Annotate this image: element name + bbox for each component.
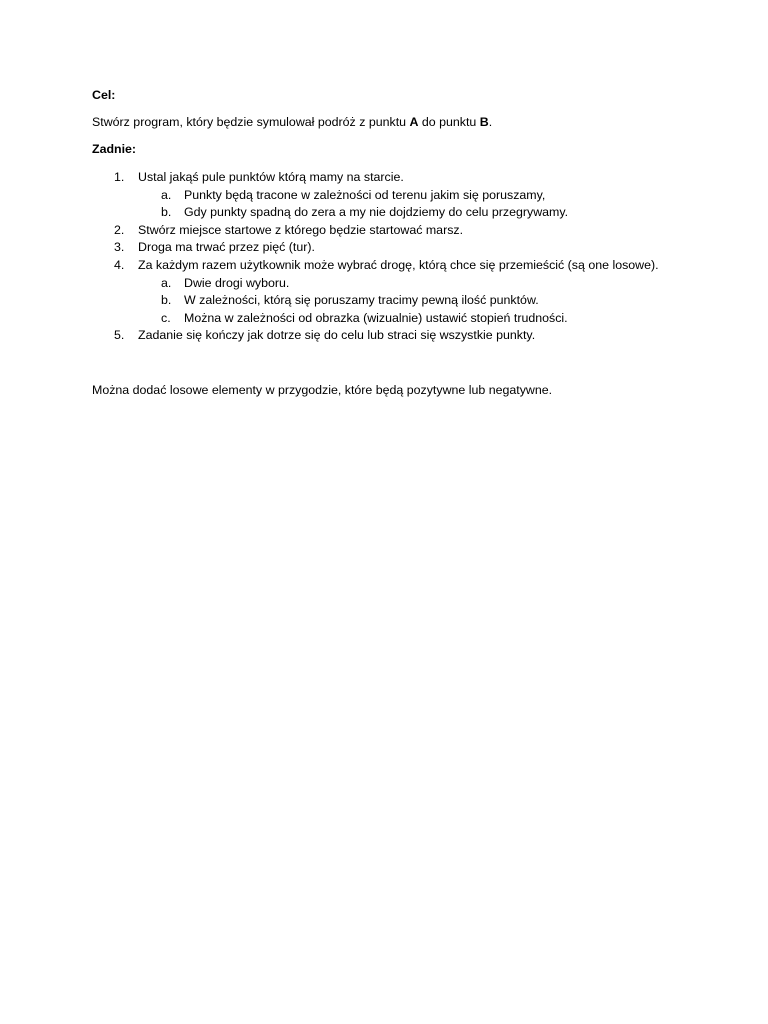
subtask-list	[138, 275, 692, 328]
subtask-item	[92, 204, 692, 222]
task-item-text: Droga ma trwać przez pięć (tur).	[138, 240, 315, 255]
document-page	[92, 87, 692, 411]
task-item-2	[92, 222, 692, 240]
subtask-text: Dwie drogi wyboru.	[184, 275, 290, 290]
subtask-text: Gdy punkty spadną do zera a my nie dojdziemy do celu przegrywamy.	[184, 205, 569, 220]
task-item-1	[92, 169, 692, 222]
goal-text-mid: do punktu	[418, 115, 480, 129]
subtask-text: W zależności, którą się poruszamy tracimy pewną ilość punktów.	[184, 293, 539, 308]
task-item-number: 3.	[114, 240, 125, 255]
task-item-text: Stwórz miejsce startowe z którego będzie startować marsz.	[138, 222, 464, 237]
goal-point-b: B	[479, 115, 489, 129]
task-item-number: 2.	[114, 222, 125, 237]
task-item-text: Zadanie się kończy jak dotrze się do celu lub straci się wszystkie punkty.	[138, 328, 536, 343]
subtask-letter: a.	[161, 275, 172, 290]
task-list	[92, 169, 692, 345]
task-item-number: 1.	[114, 170, 125, 184]
subtask-item	[92, 275, 692, 293]
subtask-item	[92, 310, 692, 328]
subtask-list	[138, 187, 692, 222]
task-item-number: 5.	[114, 328, 125, 343]
task-item-text: Za każdym razem użytkownik może wybrać drogę, którą chce się przemieścić (są one losowe).	[138, 257, 659, 272]
goal-text-pre: Stwórz program, który będzie symulował podróż z punktu	[92, 115, 410, 129]
subtask-text: Można w zależności od obrazka (wizualnie) ustawić stopień trudności.	[184, 310, 568, 325]
subtask-text: Punkty będą tracone w zależności od terenu jakim się poruszamy,	[184, 187, 546, 202]
goal-text-post: .	[488, 115, 493, 129]
subtask-item	[92, 292, 692, 310]
task-item-3	[92, 239, 692, 257]
task-item-5	[92, 327, 692, 345]
subtask-letter: b.	[161, 205, 172, 220]
subtask-item	[92, 187, 692, 205]
subtask-letter: b.	[161, 293, 172, 308]
goal-point-a: A	[409, 115, 419, 129]
subtask-letter: c.	[161, 310, 171, 325]
task-heading: Zadnie:	[92, 142, 137, 156]
task-item-number: 4.	[114, 257, 125, 272]
final-note: Można dodać losowe elementy w przygodzie, które będą pozytywne lub negatywne.	[92, 382, 553, 397]
goal-heading: Cel:	[92, 88, 116, 102]
goal-text	[92, 114, 692, 131]
task-item-text: Ustal jakąś pule punktów którą mamy na starcie.	[138, 170, 404, 184]
subtask-letter: a.	[161, 187, 172, 202]
task-item-4	[92, 257, 692, 327]
